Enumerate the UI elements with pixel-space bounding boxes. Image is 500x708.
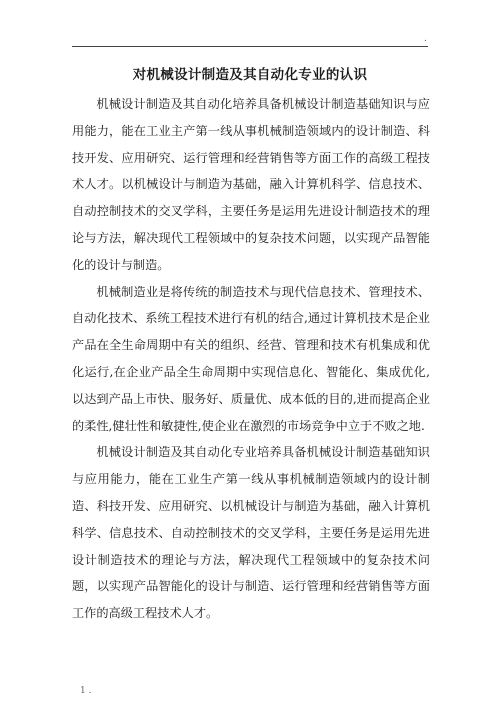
page-footer-mark: 1 . — [80, 686, 92, 696]
paragraph-1: 机械设计制造及其自动化培养具备机械设计制造基础知识与应用能力，能在工业主产第一线从事机械制造领域内的设计制造、科技开发、应用研究、运行管理和经营销售等方面工作的高级工程技术人才。以机械设计与制造为基础，融入计算机科学、信息技术、自动控制技术的交叉学科，主要任务是运用先进设计制造技术的理论与方法，解决现代工程领域中的复杂技术问题，以实现产品智能化的设计与制造。 — [72, 97, 430, 272]
paragraph-2: 机械制造业是将传统的制造技术与现代信息技术、管理技术、自动化技术、系统工程技术进行有机的结合,通过计算机技术是企业产品在全生命周期中有关的组织、经营、管理和技术有机集成和优化运行,在企业产品全生命周期中实现信息化、智能化、集成优化,以达到产品上市快、服务好、质量优、成本低的目的,进而提高企业的柔性,健壮性和敏捷性,使企业在激烈的市场竞争中立于不败之地. — [72, 284, 430, 433]
document-title: 对机械设计制造及其自动化专业的认识 — [132, 67, 368, 83]
header-corner-mark: . — [424, 34, 427, 44]
paragraph-3: 机械设计制造及其自动化专业培养具备机械设计制造基础知识与应用能力，能在工业生产第一线从事机械制造领域内的设计制造、科技开发、应用研究、以机械设计与制造为基础，融入计算机科学、信息技术、自动控制技术的交叉学科，主要任务是运用先进设计制造技术的理论与方法，解决现代工程领域中的复杂技术问题，以实现产品智能化的设计与制造、运行管理和经营销售等方面工作的高级工程技术人才。 — [72, 445, 430, 621]
document-body — [72, 91, 430, 627]
header-rule — [72, 46, 428, 47]
